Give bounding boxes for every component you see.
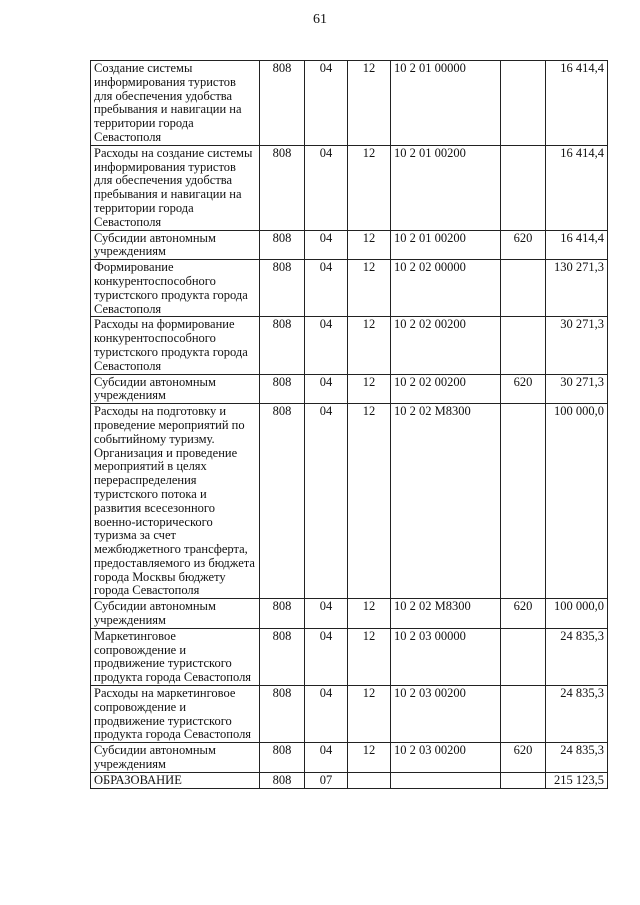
row-name-cell: Субсидии автономным учреждениям: [91, 230, 260, 260]
row-name-cell: Субсидии автономным учреждениям: [91, 743, 260, 773]
table-row: [91, 772, 608, 788]
row-expense-type-cell: 620: [501, 374, 546, 404]
row-name-cell: Субсидии автономным учреждениям: [91, 599, 260, 629]
row-target-article-cell: 10 2 02 00000: [391, 260, 501, 317]
row-amount-cell: 30 271,3: [546, 317, 608, 374]
row-target-article-cell: 10 2 03 00000: [391, 628, 501, 685]
row-name-cell: Маркетинговое сопровождение и продвижение туристского продукта города Севастополя: [91, 628, 260, 685]
row-target-article-cell: 10 2 02 М8300: [391, 599, 501, 629]
row-section-cell: 04: [305, 145, 348, 230]
row-amount-cell: 16 414,4: [546, 230, 608, 260]
row-section-cell: 04: [305, 61, 348, 146]
table-row: [91, 628, 608, 685]
row-subsection-cell: 12: [348, 599, 391, 629]
row-subsection-cell: [348, 772, 391, 788]
row-amount-cell: 100 000,0: [546, 404, 608, 599]
row-amount-cell: 100 000,0: [546, 599, 608, 629]
page-number: 61: [313, 12, 327, 27]
row-expense-type-cell: [501, 145, 546, 230]
row-expense-type-cell: [501, 686, 546, 743]
row-name-cell: ОБРАЗОВАНИЕ: [91, 772, 260, 788]
table-row: [91, 404, 608, 599]
row-target-article-cell: 10 2 01 00200: [391, 145, 501, 230]
row-section-cell: 04: [305, 374, 348, 404]
table-row: [91, 260, 608, 317]
table-row: [91, 374, 608, 404]
row-ved-cell: 808: [260, 404, 305, 599]
row-expense-type-cell: [501, 772, 546, 788]
row-section-cell: 04: [305, 686, 348, 743]
row-ved-cell: 808: [260, 628, 305, 685]
row-ved-cell: 808: [260, 145, 305, 230]
row-expense-type-cell: [501, 61, 546, 146]
row-target-article-cell: 10 2 01 00200: [391, 230, 501, 260]
row-subsection-cell: 12: [348, 61, 391, 146]
row-amount-cell: 30 271,3: [546, 374, 608, 404]
row-subsection-cell: 12: [348, 317, 391, 374]
row-amount-cell: 16 414,4: [546, 61, 608, 146]
row-expense-type-cell: 620: [501, 743, 546, 773]
table-row: [91, 743, 608, 773]
row-subsection-cell: 12: [348, 230, 391, 260]
row-expense-type-cell: 620: [501, 230, 546, 260]
row-subsection-cell: 12: [348, 260, 391, 317]
row-ved-cell: 808: [260, 61, 305, 146]
row-ved-cell: 808: [260, 374, 305, 404]
row-ved-cell: 808: [260, 260, 305, 317]
table-row: [91, 317, 608, 374]
row-subsection-cell: 12: [348, 743, 391, 773]
row-name-cell: Формирование конкурентоспособного туристского продукта города Севастополя: [91, 260, 260, 317]
row-section-cell: 07: [305, 772, 348, 788]
row-section-cell: 04: [305, 317, 348, 374]
row-amount-cell: 24 835,3: [546, 743, 608, 773]
row-expense-type-cell: [501, 317, 546, 374]
table-row: [91, 686, 608, 743]
row-name-cell: Расходы на подготовку и проведение мероприятий по событийному туризму. Организация и проведение мероприятий в целях перераспределения туристского потока и развития всесезонного военно-исторического туризма за счет межбюджетного трансферта, предоставляемого из бюджета города Москвы бюджету города Севастополя: [91, 404, 260, 599]
row-ved-cell: 808: [260, 772, 305, 788]
row-expense-type-cell: [501, 628, 546, 685]
row-target-article-cell: 10 2 03 00200: [391, 686, 501, 743]
row-amount-cell: 16 414,4: [546, 145, 608, 230]
table-row: [91, 230, 608, 260]
row-expense-type-cell: [501, 260, 546, 317]
row-target-article-cell: [391, 772, 501, 788]
row-amount-cell: 24 835,3: [546, 628, 608, 685]
row-section-cell: 04: [305, 743, 348, 773]
row-section-cell: 04: [305, 628, 348, 685]
row-subsection-cell: 12: [348, 628, 391, 685]
row-name-cell: Расходы на маркетинговое сопровождение и продвижение туристского продукта города Севастополя: [91, 686, 260, 743]
row-name-cell: Расходы на формирование конкурентоспособного туристского продукта города Севастополя: [91, 317, 260, 374]
row-section-cell: 04: [305, 260, 348, 317]
row-name-cell: Создание системы информирования туристов для обеспечения удобства пребывания и навигации на территории города Севастополя: [91, 61, 260, 146]
table-row: [91, 61, 608, 146]
row-subsection-cell: 12: [348, 686, 391, 743]
row-section-cell: 04: [305, 404, 348, 599]
row-target-article-cell: 10 2 02 00200: [391, 374, 501, 404]
row-ved-cell: 808: [260, 743, 305, 773]
table-row: [91, 599, 608, 629]
row-ved-cell: 808: [260, 317, 305, 374]
row-ved-cell: 808: [260, 599, 305, 629]
row-subsection-cell: 12: [348, 374, 391, 404]
row-subsection-cell: 12: [348, 145, 391, 230]
row-section-cell: 04: [305, 599, 348, 629]
row-name-cell: Субсидии автономным учреждениям: [91, 374, 260, 404]
row-expense-type-cell: 620: [501, 599, 546, 629]
row-ved-cell: 808: [260, 230, 305, 260]
row-section-cell: 04: [305, 230, 348, 260]
row-target-article-cell: 10 2 01 00000: [391, 61, 501, 146]
row-ved-cell: 808: [260, 686, 305, 743]
row-amount-cell: 130 271,3: [546, 260, 608, 317]
row-expense-type-cell: [501, 404, 546, 599]
row-name-cell: Расходы на создание системы информирования туристов для обеспечения удобства пребывания и навигации на территории города Севастополя: [91, 145, 260, 230]
row-target-article-cell: 10 2 03 00200: [391, 743, 501, 773]
row-target-article-cell: 10 2 02 00200: [391, 317, 501, 374]
budget-table: [90, 60, 608, 789]
budget-table-body: [91, 61, 608, 789]
row-amount-cell: 215 123,5: [546, 772, 608, 788]
row-subsection-cell: 12: [348, 404, 391, 599]
table-row: [91, 145, 608, 230]
row-target-article-cell: 10 2 02 М8300: [391, 404, 501, 599]
row-amount-cell: 24 835,3: [546, 686, 608, 743]
